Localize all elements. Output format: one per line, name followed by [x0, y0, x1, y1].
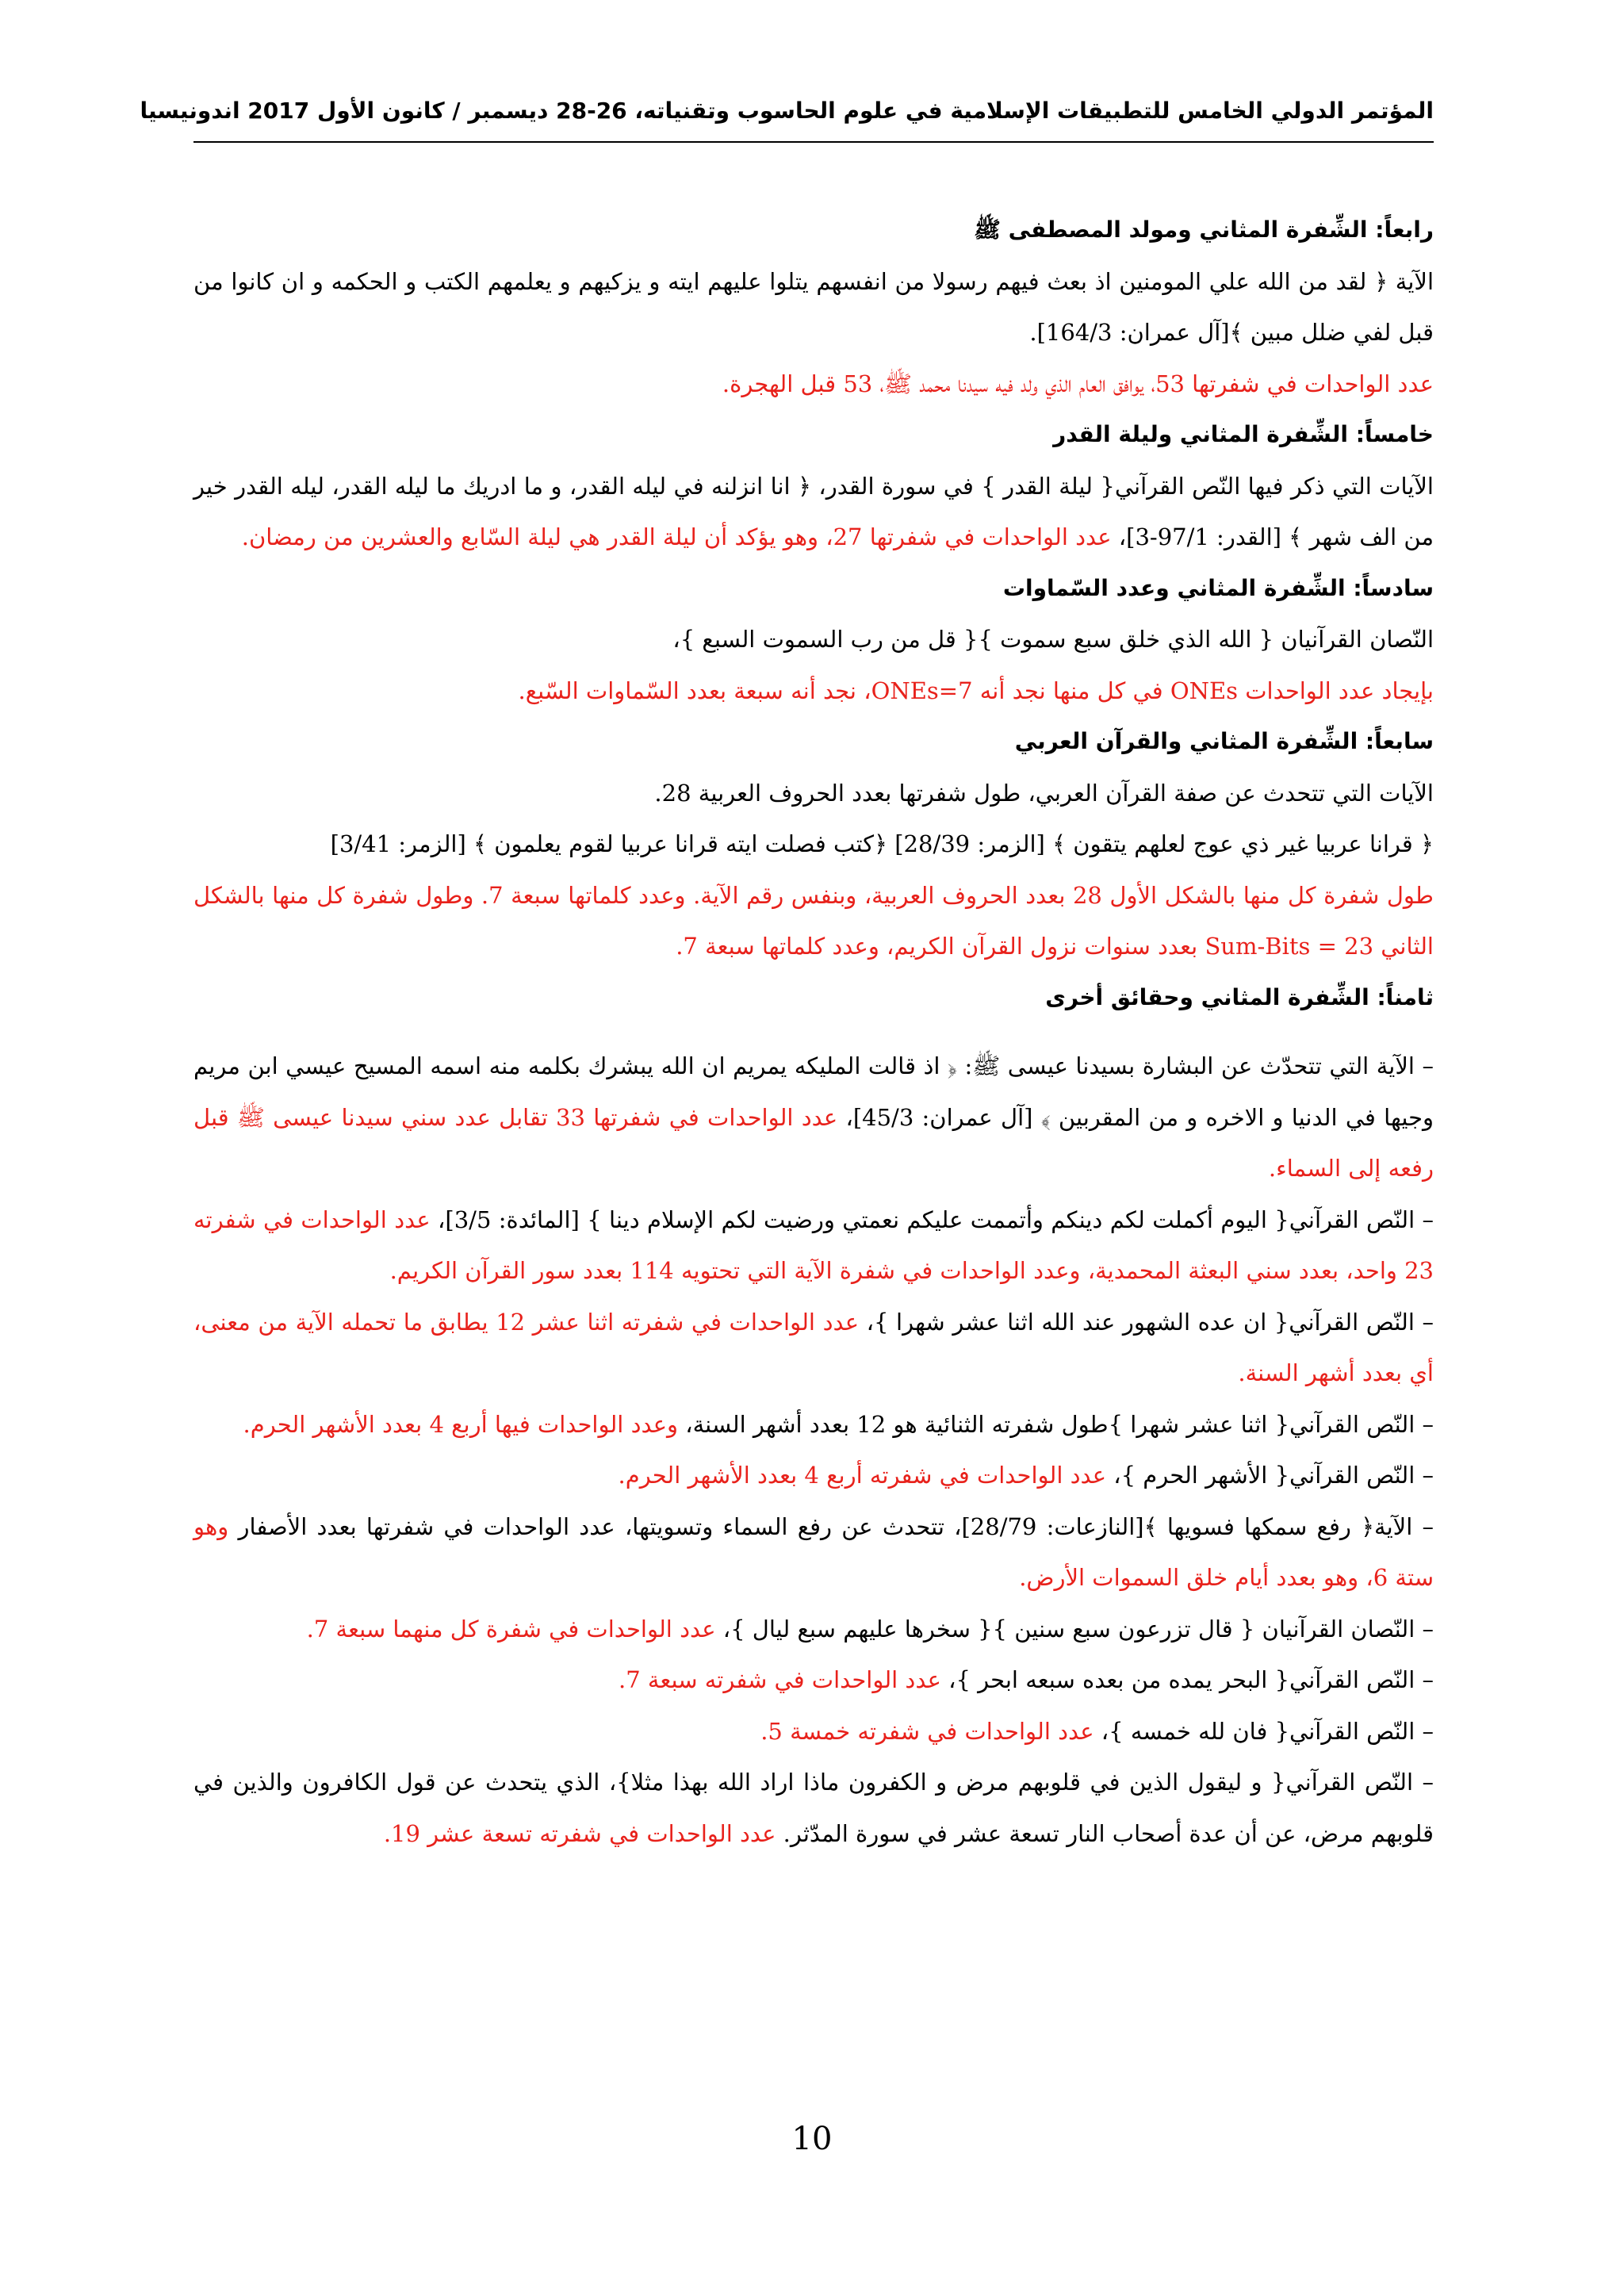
finding-text: عدد الواحدات في شفرته سبعة 7. [619, 1666, 941, 1693]
list-item [193, 1450, 1434, 1501]
finding-text: عدد الواحدات في شفرتها 53، يوافق العام الذي ولد فيه سيدنا محمد ﷺ، 53 قبل الهجرة. [722, 370, 1434, 397]
finding-text: عدد الواحدات في شفرته اثنا عشر 12 يطابق ما تحمله الآية من معنى، أي بعدد أشهر السنة. [193, 1308, 1434, 1386]
running-header: المؤتمر الدولي الخامس للتطبيقات الإسلامية في علوم الحاسوب وتقنياته، 26-28 ديسمبر / كانون الأول 2017 اندونيسيا [193, 94, 1434, 143]
finding-text: عدد الواحدات في شفرته تسعة عشر 19. [383, 1819, 776, 1847]
list-item [193, 1757, 1434, 1859]
verse-text: – النّص القرآني{ و ليقول الذين في قلوبهم مرض و الكفرون ماذا اراد الله بهذا مثلا}، الذي يتحدث عن قول الكافرون والذين في قلوبهم مرض، عن أن عدة أصحاب النار تسعة عشر في سورة المدّثر. [193, 1769, 1434, 1847]
verse-text: الآيات التي ذكر فيها النّص القرآني{ ليلة القدر } في سورة القدر، ﴿ انا انزلنه في ليله القدر، و ما ادريك ما ليله القدر، ليله القدر خير من الف شهر ﴾ [القدر: 97/1-3]، [193, 472, 1434, 550]
page-number: 10 [791, 2121, 833, 2157]
verse-text: الآية ﴿ لقد من الله علي المومنين اذ بعث فيهم رسولا من انفسهم يتلوا عليهم ايته و يزكيهم و يعلمهم الكتب و الحكمه و ان كانوا من قبل لفي ضلل مبين ﴾[آل عمران: 164/3]. [193, 267, 1434, 346]
finding-text: عدد الواحدات في شفرتها 27، وهو يؤكد أن ليلة القدر هي ليلة السّابع والعشرين من رمضان. [241, 523, 1112, 550]
paragraph [193, 256, 1434, 358]
finding-text: عدد الواحدات في شفرته 23 واحد، بعدد سني البعثة المحمدية، وعدد الواحدات في شفرة الآية التي تحتويه 114 بعدد سور القرآن الكريم. [193, 1205, 1434, 1284]
finding-text: طول شفرة كل منها بالشكل الأول 28 بعدد الحروف العربية، وبنفس رقم الآية. وعدد كلماتها سبعة 7. وطول شفرة كل منها بالشكل الثاني Sum-Bits = 23 بعدد سنوات نزول القرآن الكريم، وعدد كلماتها سبعة 7. [193, 881, 1434, 960]
verse-text: – النّصان القرآنيان { قال تزرعون سبع سنين }{ سخرها عليهم سبع ليال }، [722, 1615, 1434, 1642]
verse-text: – الآية التي تتحدّث عن البشارة بسيدنا عيسى ﷺ: ﴿ اذ قالت المليكه يمريم ان الله يبشرك بكلمه منه اسمه المسيح عيسي ابن مريم وجيها في الدنيا و الاخره و من المقربين ﴾ [آل عمران: 45/3]، [193, 1052, 1434, 1131]
finding-text: بإيجاد عدد الواحدات ONEs في كل منها نجد أنه ONEs=7، نجد أنه سبعة بعدد السّماوات السّبع. [518, 677, 1434, 704]
list-item [193, 1399, 1434, 1451]
list-item [193, 1654, 1434, 1706]
finding-text: عدد الواحدات في شفرة كل منهما سبعة 7. [306, 1615, 716, 1642]
verse-text: – النّص القرآني{ ان عده الشهور عند الله اثنا عشر شهرا }، [866, 1308, 1434, 1336]
verse-text: – النّص القرآني{ البحر يمده من بعده سبعه ابحر }، [948, 1666, 1434, 1693]
section-heading: خامساً: الشِّفرة المثاني وليلة القدر [1053, 421, 1434, 447]
finding-text: عدد الواحدات في شفرته خمسة 5. [760, 1717, 1094, 1745]
list-item [193, 1297, 1434, 1399]
finding-text: وعدد الواحدات فيها أربع 4 بعدد الأشهر الحرم. [243, 1410, 679, 1438]
verse-text: – النّص القرآني{ فان لله خمسه }، [1101, 1717, 1434, 1745]
section-heading: ثامناً: الشِّفرة المثاني وحقائق أخرى [1045, 983, 1434, 1010]
list-item [193, 1706, 1434, 1757]
list-item [193, 1194, 1434, 1297]
verse-text: – النّص القرآني{ الأشهر الحرم }، [1113, 1462, 1434, 1489]
list-item [193, 1501, 1434, 1604]
paragraph: الآيات التي تتحدث عن صفة القرآن العربي، طول شفرتها بعدد الحروف العربية 28. [654, 779, 1434, 807]
verse-text: – الآية﴿ رفع سمكها فسويها ﴾[النازعات: 28/79]، تتحدث عن رفع السماء وتسويتها، عدد الواحدات في شفرتها بعدد الأصفار [238, 1512, 1434, 1540]
body-text [193, 205, 1434, 1859]
paragraph [193, 461, 1434, 563]
verse-text: – النّص القرآني{ اليوم أكملت لكم دينكم وأتممت عليكم نعمتي ورضيت لكم الإسلام دينا } [المائدة: 3/5]، [438, 1205, 1434, 1233]
section-heading: رابعاً: الشِّفرة المثاني ومولد المصطفى ﷺ [974, 217, 1434, 243]
verse-text: – النّص القرآني{ اثنا عشر شهرا }طول شفرته الثنائية هو 12 بعدد أشهر السنة، [685, 1410, 1434, 1438]
finding-text: عدد الواحدات في شفرته أربع 4 بعدد الأشهر الحرم. [618, 1462, 1107, 1489]
list-item [193, 1604, 1434, 1655]
finding-text: وهو ستة 6، وهو بعدد أيام خلق السموات الأرض. [193, 1512, 1434, 1591]
section-heading: سادساً: الشِّفرة المثاني وعدد السّماوات [1002, 574, 1434, 601]
paragraph: ﴿ قرانا عربيا غير ذي عوج لعلهم يتقون ﴾ [الزمر: 28/39] ﴿كتب فصلت ايته قرانا عربيا لقوم يعلمون ﴾ [الزمر: 3/41] [330, 830, 1434, 857]
paragraph: النّصان القرآنيان { الله الذي خلق سبع سموت }{ قل من رب السموت السبع }، [672, 626, 1434, 653]
section-heading: سابعاً: الشِّفرة المثاني والقرآن العربي [1014, 728, 1434, 754]
list-item [193, 1041, 1434, 1194]
finding-text: عدد الواحدات في شفرتها 33 تقابل عدد سني سيدنا عيسى ﷺ قبل رفعه إلى السماء. [193, 1103, 1434, 1182]
